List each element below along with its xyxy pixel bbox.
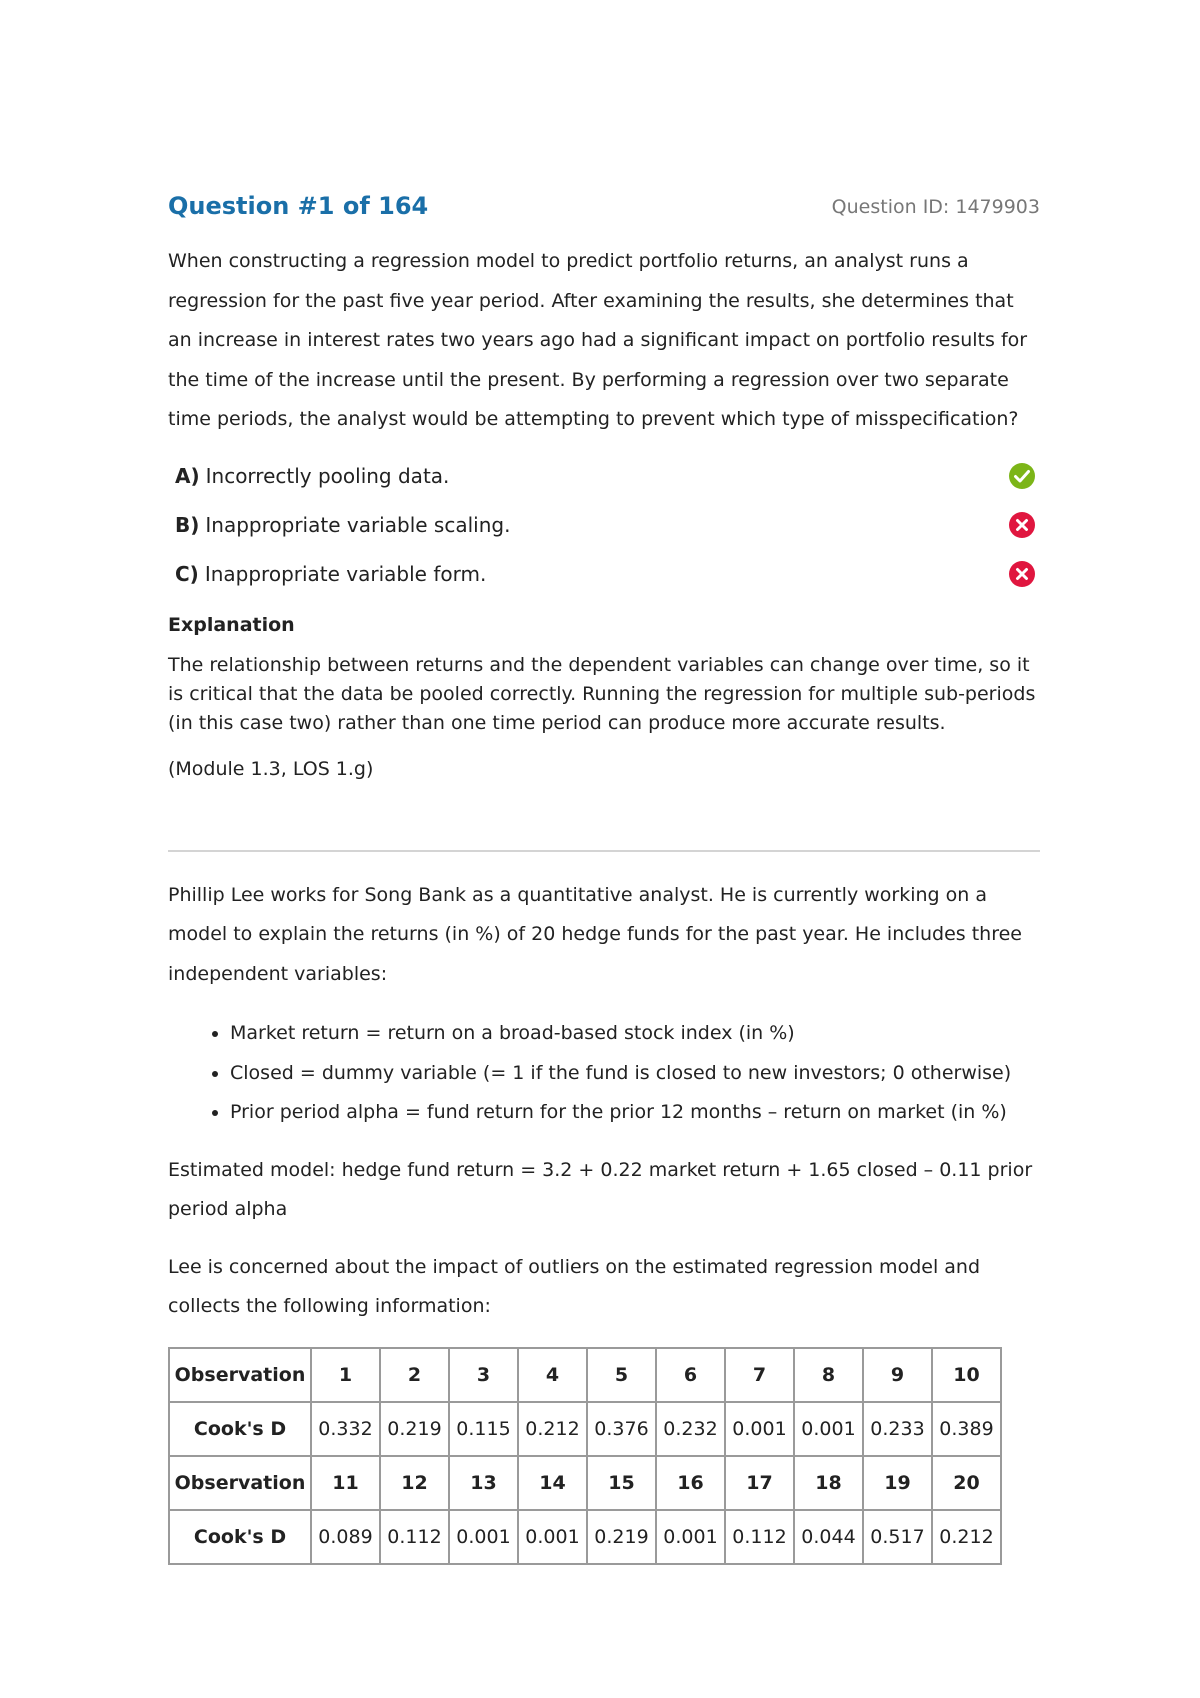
- question-id: Question ID: 1479903: [831, 196, 1040, 218]
- table-cell: 11: [311, 1456, 380, 1510]
- table-cell: 12: [380, 1456, 449, 1510]
- table-cell: 0.112: [725, 1510, 794, 1564]
- list-item: • Market return = return on a broad-based stock index (in %): [230, 1014, 1040, 1054]
- cooks-distance-table: [168, 1347, 1002, 1565]
- table-cell: 0.212: [932, 1510, 1001, 1564]
- answer-option-a[interactable]: [168, 452, 1040, 501]
- list-item: • Closed = dummy variable (= 1 if the fund is closed to new investors; 0 otherwise): [230, 1054, 1040, 1094]
- table-cell: 19: [863, 1456, 932, 1510]
- list-item: • Prior period alpha = fund return for the prior 12 months – return on market (in %): [230, 1093, 1040, 1133]
- table-cell: 16: [656, 1456, 725, 1510]
- table-cell: 6: [656, 1348, 725, 1402]
- answer-letter: C): [175, 562, 199, 586]
- answer-option-b[interactable]: [168, 501, 1040, 550]
- table-cell: 0.212: [518, 1402, 587, 1456]
- section-divider: [168, 850, 1040, 852]
- estimated-model: Estimated model: hedge fund return = 3.2 + 0.22 market return + 1.65 closed – 0.11 prior period alpha: [168, 1158, 1033, 1220]
- table-cell: 18: [794, 1456, 863, 1510]
- x-circle-icon: [1008, 560, 1036, 588]
- table-cell: 0.376: [587, 1402, 656, 1456]
- table-cell: 0.219: [380, 1402, 449, 1456]
- check-circle-icon: [1008, 462, 1036, 490]
- question-header: [168, 168, 1040, 220]
- table-cell: 7: [725, 1348, 794, 1402]
- answer-letter: B): [175, 513, 200, 537]
- answer-letter: A): [175, 464, 200, 488]
- question-stem: When constructing a regression model to predict portfolio returns, an analyst runs a regression for the past five year period. After examining the results, she determines that an increase in interest rates two years ago had a significant impact on portfolio results for the time of the increase until the present. By performing a regression over two separate time periods, the analyst would be attempting to prevent which type of misspecification?: [168, 250, 1028, 430]
- table-cell: 0.332: [311, 1402, 380, 1456]
- explanation-heading: Explanation: [168, 613, 295, 636]
- table-row: [169, 1402, 1001, 1456]
- table-row: [169, 1348, 1001, 1402]
- table-cell: 0.115: [449, 1402, 518, 1456]
- table-cell: 3: [449, 1348, 518, 1402]
- table-cell: 0.001: [518, 1510, 587, 1564]
- variable-list: [168, 1014, 1040, 1133]
- answer-option-c[interactable]: [168, 550, 1040, 599]
- answer-list: [168, 452, 1040, 599]
- answer-text: Incorrectly pooling data.: [205, 464, 450, 488]
- table-cell: 8: [794, 1348, 863, 1402]
- table-cell: 20: [932, 1456, 1001, 1510]
- row-header: Observation: [169, 1456, 311, 1510]
- content: [168, 168, 1040, 1565]
- table-cell: 0.389: [932, 1402, 1001, 1456]
- table-cell: 0.233: [863, 1402, 932, 1456]
- scenario-intro: Phillip Lee works for Song Bank as a quantitative analyst. He is currently working on a model to explain the returns (in %) of 20 hedge funds for the past year. He includes three independent variables:: [168, 883, 1022, 985]
- table-cell: 4: [518, 1348, 587, 1402]
- question-title: Question #1 of 164: [168, 192, 429, 220]
- outlier-concern: Lee is concerned about the impact of outliers on the estimated regression model and collects the following information:: [168, 1255, 981, 1317]
- explanation-text: The relationship between returns and the dependent variables can change over time, so it is critical that the data be pooled correctly. Running the regression for multiple sub-periods (in this case two) rather than one time period can produce more accurate results.: [168, 653, 1036, 734]
- table-cell: 2: [380, 1348, 449, 1402]
- table-cell: 0.517: [863, 1510, 932, 1564]
- table-cell: 0.001: [794, 1402, 863, 1456]
- table-cell: 0.044: [794, 1510, 863, 1564]
- table-cell: 13: [449, 1456, 518, 1510]
- answer-text: Inappropriate variable form.: [204, 562, 487, 586]
- table-cell: 0.001: [449, 1510, 518, 1564]
- table-cell: 1: [311, 1348, 380, 1402]
- table-cell: 14: [518, 1456, 587, 1510]
- table-cell: 15: [587, 1456, 656, 1510]
- answer-text: Inappropriate variable scaling.: [205, 513, 511, 537]
- table-cell: 0.001: [725, 1402, 794, 1456]
- table-cell: 0.232: [656, 1402, 725, 1456]
- table-cell: 0.219: [587, 1510, 656, 1564]
- table-cell: 17: [725, 1456, 794, 1510]
- x-circle-icon: [1008, 511, 1036, 539]
- table-cell: 10: [932, 1348, 1001, 1402]
- table-cell: 0.089: [311, 1510, 380, 1564]
- table-row: [169, 1456, 1001, 1510]
- table-cell: 0.001: [656, 1510, 725, 1564]
- row-header: Cook's D: [169, 1510, 311, 1564]
- table-row: [169, 1510, 1001, 1564]
- table-cell: 9: [863, 1348, 932, 1402]
- row-header: Observation: [169, 1348, 311, 1402]
- module-reference: (Module 1.3, LOS 1.g): [168, 757, 374, 780]
- row-header: Cook's D: [169, 1402, 311, 1456]
- table-cell: 5: [587, 1348, 656, 1402]
- table-cell: 0.112: [380, 1510, 449, 1564]
